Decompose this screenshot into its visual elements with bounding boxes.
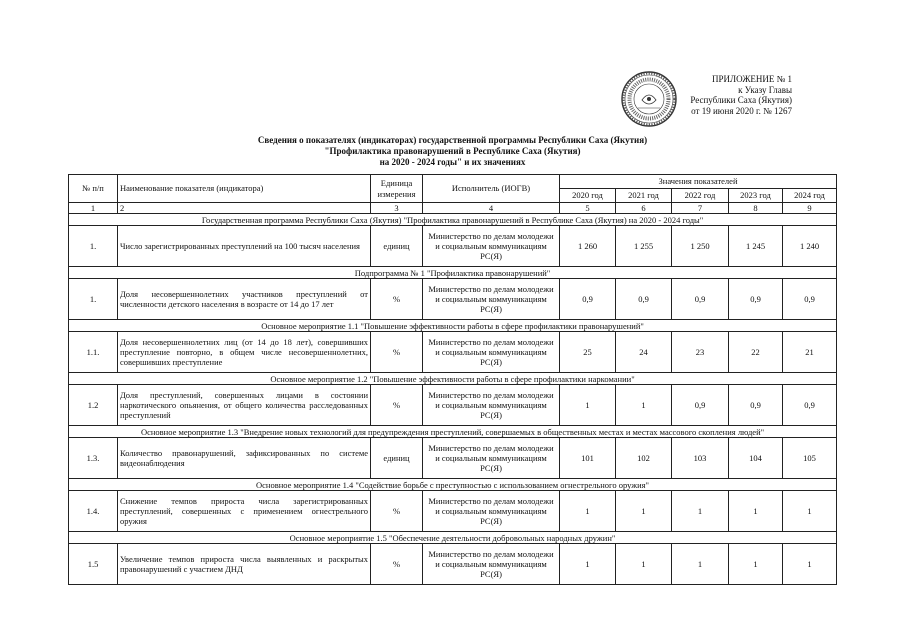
value-2023: 104 (729, 438, 783, 479)
executor-cell: Министерство по делам молодежи и социальным коммуникациям РС(Я) (423, 491, 560, 532)
appendix-line-2: к Указу Главы (738, 84, 792, 95)
value-2024: 1 (783, 491, 837, 532)
section-title: Основное мероприятие 1.1 "Повышение эффективности работы в сфере профилактики правонарушений" (69, 320, 837, 332)
indicator-name: Доля преступлений, совершенных лицами в состоянии наркотического опьянения, от общего количества расследованных преступлений (118, 385, 371, 426)
section-title: Основное мероприятие 1.5 "Обеспечение деятельности добровольных народных дружин" (69, 532, 837, 544)
section-title: Основное мероприятие 1.3 "Внедрение новых технологий для предупреждения преступлений, совершаемых в общественных местах и местах массового скопления людей" (69, 426, 837, 438)
unit-cell: % (371, 491, 423, 532)
column-number: 7 (672, 203, 729, 214)
unit-cell: % (371, 544, 423, 585)
header-executor: Исполнитель (ИОГВ) (423, 175, 560, 203)
title-line-2: "Профилактика правонарушений в Республике Саха (Якутия) (324, 146, 581, 156)
sections-body (69, 214, 837, 585)
indicator-name: Доля несовершеннолетних участников преступлений от численности детского населения в возрасте от 14 до 17 лет (118, 279, 371, 320)
value-2021: 0,9 (616, 279, 672, 320)
title-line-3: на 2020 - 2024 годы" и их значениях (379, 157, 526, 167)
value-2021: 1 255 (616, 226, 672, 267)
title-line-1: Сведения о показателях (индикаторах) государственной программы Республики Саха (Якутия) (257, 135, 648, 145)
value-2020: 1 (560, 544, 616, 585)
header-values: Значения показателей (560, 175, 837, 189)
unit-cell: % (371, 279, 423, 320)
row-number: 1.4. (69, 491, 118, 532)
section-title: Основное мероприятие 1.4 "Содействие борьбе с преступностью с использованием огнестрельного оружия" (69, 479, 837, 491)
column-number: 1 (69, 203, 118, 214)
indicator-name: Снижение темпов прироста числа зарегистрированных преступлений, совершенных с применением огнестрельного оружия (118, 491, 371, 532)
value-2020: 1 (560, 491, 616, 532)
row-number: 1.5 (69, 544, 118, 585)
value-2024: 1 (783, 544, 837, 585)
header-name: Наименование показателя (индикатора) (118, 175, 371, 203)
unit-cell: % (371, 385, 423, 426)
indicator-name: Доля несовершеннолетних лиц (от 14 до 18 лет), совершивших преступление повторно, в общем числе несовершеннолетних, совершивших преступление (118, 332, 371, 373)
table-row (69, 544, 837, 585)
section-title: Основное мероприятие 1.2 "Повышение эффективности работы в сфере профилактики наркомании" (69, 373, 837, 385)
value-2023: 22 (729, 332, 783, 373)
value-2022: 1 (672, 544, 729, 585)
section-title-row (69, 267, 837, 279)
header-unit: Единица измерения (371, 175, 423, 203)
executor-cell: Министерство по делам молодежи и социальным коммуникациям РС(Я) (423, 544, 560, 585)
table-row (69, 438, 837, 479)
value-2023: 1 (729, 491, 783, 532)
section-title-row (69, 373, 837, 385)
unit-cell: единиц (371, 438, 423, 479)
value-2020: 101 (560, 438, 616, 479)
value-2022: 23 (672, 332, 729, 373)
section-title-row (69, 479, 837, 491)
value-2022: 0,9 (672, 385, 729, 426)
table-row (69, 332, 837, 373)
section-title-row (69, 532, 837, 544)
section-title-row (69, 426, 837, 438)
section-title: Государственная программа Республики Саха (Якутия) "Профилактика правонарушений в Республике Саха (Якутия) на 2020 - 2024 годы" (69, 214, 837, 226)
value-2022: 1 250 (672, 226, 729, 267)
header-year: 2022 год (672, 189, 729, 203)
value-2024: 0,9 (783, 385, 837, 426)
value-2024: 0,9 (783, 279, 837, 320)
table-row (69, 491, 837, 532)
value-2023: 1 245 (729, 226, 783, 267)
value-2022: 1 (672, 491, 729, 532)
indicator-name: Увеличение темпов прироста числа выявленных и раскрытых правонарушений с участием ДНД (118, 544, 371, 585)
header-num: № п/п (69, 175, 118, 203)
value-2023: 0,9 (729, 385, 783, 426)
column-numbers-row (69, 203, 837, 214)
unit-cell: единиц (371, 226, 423, 267)
value-2023: 1 (729, 544, 783, 585)
value-2021: 1 (616, 385, 672, 426)
column-number: 3 (371, 203, 423, 214)
value-2020: 1 260 (560, 226, 616, 267)
executor-cell: Министерство по делам молодежи и социальным коммуникациям РС(Я) (423, 438, 560, 479)
appendix-line-1: ПРИЛОЖЕНИЕ № 1 (711, 74, 792, 84)
header-year: 2023 год (729, 189, 783, 203)
table-row (69, 279, 837, 320)
value-2021: 102 (616, 438, 672, 479)
section-title-row (69, 214, 837, 226)
appendix-line-4: от 19 июня 2020 г. № 1267 (691, 105, 792, 116)
executor-cell: Министерство по делам молодежи и социальным коммуникациям РС(Я) (423, 332, 560, 373)
document-title (0, 135, 905, 168)
value-2020: 1 (560, 385, 616, 426)
row-number: 1. (69, 226, 118, 267)
indicators-table (68, 174, 837, 585)
table-row (69, 385, 837, 426)
value-2023: 0,9 (729, 279, 783, 320)
value-2020: 0,9 (560, 279, 616, 320)
row-number: 1.1. (69, 332, 118, 373)
value-2021: 24 (616, 332, 672, 373)
row-number: 1.2 (69, 385, 118, 426)
header-row-1 (69, 175, 837, 189)
column-number: 5 (560, 203, 616, 214)
executor-cell: Министерство по делам молодежи и социальным коммуникациям РС(Я) (423, 385, 560, 426)
header-year: 2021 год (616, 189, 672, 203)
column-number: 9 (783, 203, 837, 214)
section-title-row (69, 320, 837, 332)
unit-cell: % (371, 332, 423, 373)
official-seal-icon (620, 70, 678, 128)
column-number: 4 (423, 203, 560, 214)
executor-cell: Министерство по делам молодежи и социальным коммуникациям РС(Я) (423, 226, 560, 267)
appendix-line-3: Республики Саха (Якутия) (690, 95, 792, 105)
indicator-name: Число зарегистрированных преступлений на 100 тысяч населения (118, 226, 371, 267)
value-2024: 105 (783, 438, 837, 479)
value-2022: 0,9 (672, 279, 729, 320)
column-number: 2 (118, 203, 371, 214)
value-2024: 21 (783, 332, 837, 373)
header-year: 2020 год (560, 189, 616, 203)
indicator-name: Количество правонарушений, зафиксированных по системе видеонаблюдения (118, 438, 371, 479)
value-2021: 1 (616, 544, 672, 585)
value-2021: 1 (616, 491, 672, 532)
appendix-block (672, 74, 792, 116)
table-row (69, 226, 837, 267)
executor-cell: Министерство по делам молодежи и социальным коммуникациям РС(Я) (423, 279, 560, 320)
column-number: 6 (616, 203, 672, 214)
column-number: 8 (729, 203, 783, 214)
value-2024: 1 240 (783, 226, 837, 267)
value-2020: 25 (560, 332, 616, 373)
section-title: Подпрограмма № 1 "Профилактика правонарушений" (69, 267, 837, 279)
value-2022: 103 (672, 438, 729, 479)
row-number: 1.3. (69, 438, 118, 479)
header-year: 2024 год (783, 189, 837, 203)
row-number: 1. (69, 279, 118, 320)
